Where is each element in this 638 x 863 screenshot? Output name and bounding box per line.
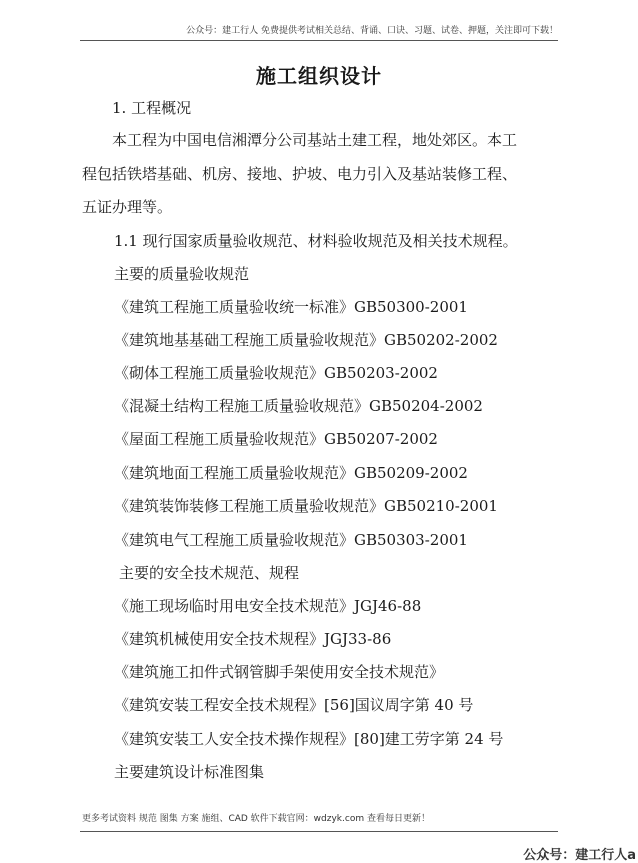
sub-heading: 1.1 现行国家质量验收规范、材料验收规范及相关技术规程。 [114,232,518,250]
quality-item: 《建筑工程施工质量验收统一标准》GB50300-2001 [114,298,468,316]
safety-item: 《施工现场临时用电安全技术规范》JGJ46-88 [114,597,422,615]
design-heading: 主要建筑设计标准图集 [114,763,265,781]
quality-item: 《建筑电气工程施工质量验收规范》GB50303-2001 [114,531,468,549]
overview-paragraph-line: 本工程为中国电信湘潭分公司基站土建工程，地处郊区。本工 [112,131,518,149]
quality-item: 《混凝土结构工程施工质量验收规范》GB50204-2002 [114,397,483,415]
safety-item: 《建筑机械使用安全技术规程》JGJ33-86 [114,630,392,648]
safety-heading: 主要的安全技术规范、规程 [119,564,300,582]
safety-item: 《建筑安装工程安全技术规程》[56]国议周字第 40 号 [114,696,474,714]
watermark-text: 公众号：建工行人a [523,848,636,863]
footer-divider [80,831,558,832]
quality-item: 《屋面工程施工质量验收规范》GB50207-2002 [114,430,438,448]
overview-paragraph-line: 程包括铁塔基础、机房、接地、护坡、电力引入及基站装修工程、 [82,165,518,183]
overview-paragraph-line: 五证办理等。 [82,198,173,216]
quality-item: 《建筑装饰装修工程施工质量验收规范》GB50210-2001 [114,497,498,515]
header-divider [80,40,558,41]
safety-item: 《建筑安装工人安全技术操作规程》[80]建工劳字第 24 号 [114,730,504,748]
quality-item: 《建筑地面工程施工质量验收规范》GB50209-2002 [114,464,468,482]
safety-item: 《建筑施工扣件式钢管脚手架使用安全技术规范》 [114,663,445,681]
quality-item: 《建筑地基基础工程施工质量验收规范》GB50202-2002 [114,331,498,349]
footer-note: 更多考试资料 规范 图集 方案 施组、CAD 软件下载官网：wdzyk.com 查看每日更新！ [82,814,430,824]
overview-heading: 1. 工程概况 [112,99,192,117]
header-note: 公众号：建工行人 免费提供考试相关总结、背诵、口诀、习题、试卷、押题，关注即可下载！ [186,26,558,36]
quality-heading: 主要的质量验收规范 [114,265,250,283]
page-title: 施工组织设计 [256,64,382,88]
quality-item: 《砌体工程施工质量验收规范》GB50203-2002 [114,364,438,382]
